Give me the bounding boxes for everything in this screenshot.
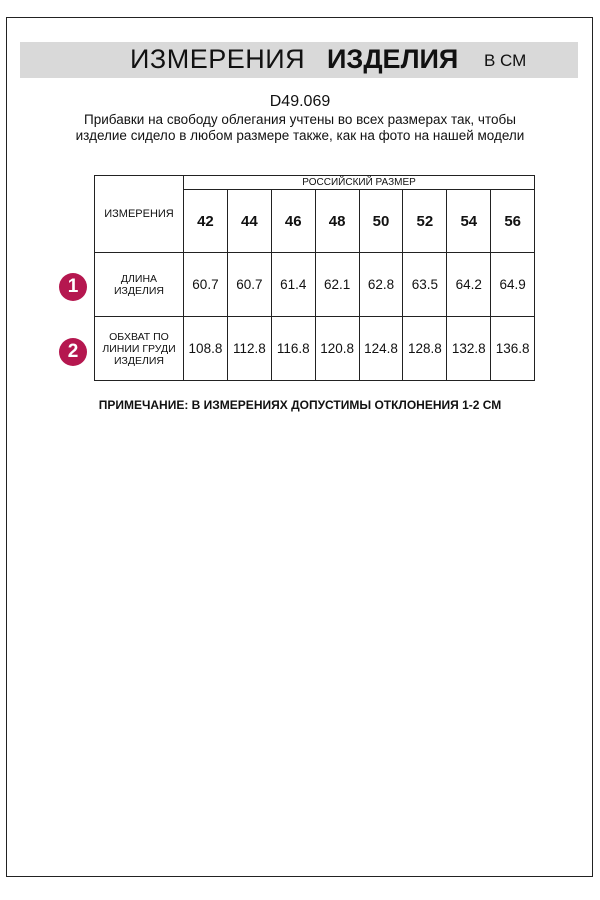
measurements-header: ИЗМЕРЕНИЯ <box>95 176 184 253</box>
table-cell: 132.8 <box>447 317 491 381</box>
table-cell: 64.2 <box>447 253 491 317</box>
size-header: 52 <box>403 190 447 253</box>
table-cell: 108.8 <box>184 317 228 381</box>
title-product: ИЗДЕЛИЯ <box>327 44 459 74</box>
table-cell: 116.8 <box>271 317 315 381</box>
size-header: 42 <box>184 190 228 253</box>
article-number: D49.069 <box>269 93 331 110</box>
size-header: 44 <box>227 190 271 253</box>
table-cell: 61.4 <box>271 253 315 317</box>
size-header: 46 <box>271 190 315 253</box>
table-cell: 62.1 <box>315 253 359 317</box>
table-cell: 63.5 <box>403 253 447 317</box>
row-label-length: ДЛИНА ИЗДЕЛИЯ <box>95 253 184 317</box>
table-cell: 128.8 <box>403 317 447 381</box>
row-label-chest: ОБХВАТ ПО ЛИНИИ ГРУДИ ИЗДЕЛИЯ <box>95 317 184 381</box>
size-table <box>94 175 535 381</box>
title-unit: В СМ <box>484 51 527 70</box>
badge-number-2: 2 <box>59 338 87 366</box>
table-cell: 120.8 <box>315 317 359 381</box>
size-header: 48 <box>315 190 359 253</box>
page-frame <box>6 17 593 877</box>
table-cell: 136.8 <box>491 317 535 381</box>
title-measurements: ИЗМЕРЕНИЯ <box>130 44 306 74</box>
size-header: 50 <box>359 190 403 253</box>
table-cell: 112.8 <box>227 317 271 381</box>
size-group-header: РОССИЙСКИЙ РАЗМЕР <box>184 176 535 190</box>
table-cell: 60.7 <box>184 253 228 317</box>
tolerance-note: ПРИМЕЧАНИЕ: В ИЗМЕРЕНИЯХ ДОПУСТИМЫ ОТКЛОНЕНИЯ 1-2 СМ <box>98 398 502 412</box>
table-cell: 62.8 <box>359 253 403 317</box>
size-header: 56 <box>491 190 535 253</box>
badge-number-1: 1 <box>59 273 87 301</box>
table-row <box>95 253 535 317</box>
table-cell: 64.9 <box>491 253 535 317</box>
size-header: 54 <box>447 190 491 253</box>
fit-note: Прибавки на свободу облегания учтены во всех размерах так, чтобы изделие сидело в любом размере также, как на фото на нашей модели <box>75 112 525 143</box>
table-cell: 60.7 <box>227 253 271 317</box>
table-cell: 124.8 <box>359 317 403 381</box>
table-row <box>95 317 535 381</box>
